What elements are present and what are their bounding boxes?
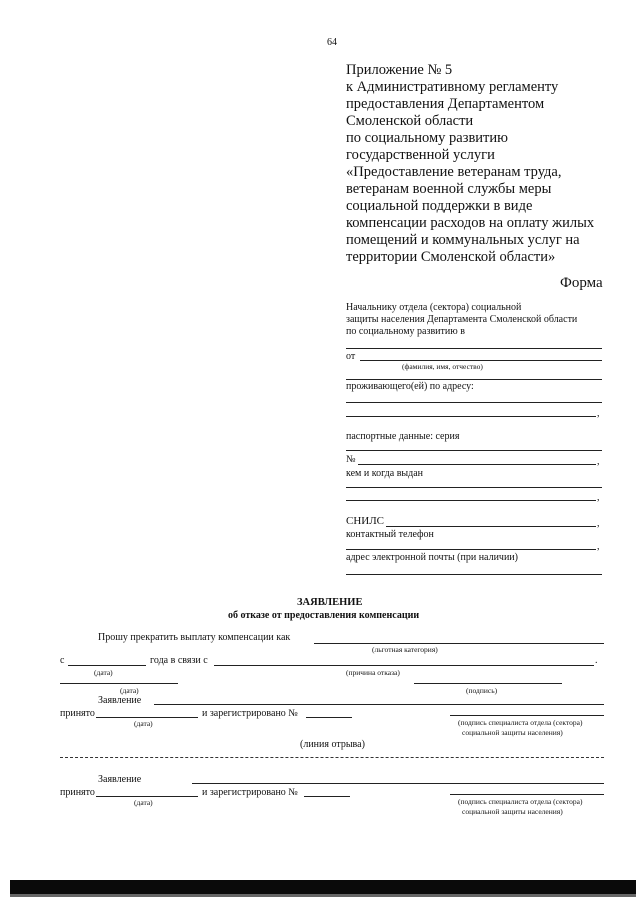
registration-field-line[interactable] (192, 783, 604, 784)
date-hint: (дата) (134, 798, 153, 807)
registration-label: Заявление (98, 774, 142, 785)
passport-number-label: № (346, 454, 356, 465)
registered-label: и зарегистрировано № (202, 708, 298, 719)
registered-label: и зарегистрировано № (202, 787, 298, 798)
appendix-line: «Предоставление ветеранам труда, (346, 164, 562, 180)
specialist-hint: социальной защиты населения) (462, 728, 563, 737)
passport-number-line[interactable] (358, 464, 596, 465)
passport-series-line[interactable] (346, 450, 602, 451)
specialist-hint: (подпись специалиста отдела (сектора) (458, 718, 583, 727)
fio-hint: (фамилия, имя, отчество) (402, 362, 483, 371)
registration-label: Заявление (98, 695, 142, 706)
tear-line (60, 757, 604, 758)
snils-field-line[interactable] (386, 526, 596, 527)
appendix-line: к Административному регламенту (346, 79, 559, 95)
date-hint: (дата) (134, 719, 153, 728)
category-hint: (льготная категория) (372, 645, 438, 654)
specialist-hint: социальной защиты населения) (462, 807, 563, 816)
signature-hint: (подпись) (466, 686, 498, 695)
year-reason-label: года в связи с (150, 655, 208, 666)
date-hint: (дата) (94, 668, 113, 677)
accepted-label: принято (60, 787, 95, 798)
comma: , (597, 456, 600, 467)
appendix-line: Приложение № 5 (346, 62, 453, 78)
accepted-label: принято (60, 708, 95, 719)
comma: , (597, 408, 600, 419)
specialist-signature-line[interactable] (450, 794, 604, 795)
scan-border (10, 880, 636, 894)
comma: , (597, 492, 600, 503)
comma: , (597, 541, 600, 552)
registration-field-line[interactable] (154, 704, 604, 705)
appendix-line: ветеранам военной службы меры (346, 181, 552, 197)
fio-field-line[interactable] (360, 360, 602, 361)
registration-number-line[interactable] (304, 796, 350, 797)
statement-date-line[interactable] (60, 683, 178, 684)
from-c-label: с (60, 655, 65, 666)
from-label: от (346, 351, 356, 362)
issued-field-line-2[interactable] (346, 500, 596, 501)
statement-subtitle: об отказе от предоставления компенсации (228, 610, 420, 621)
appendix-line: компенсации расходов на оплату жилых (346, 215, 595, 231)
appendix-line: по социальному развитию (346, 130, 508, 146)
accepted-date-line[interactable] (96, 717, 198, 718)
issued-field-line-1[interactable] (346, 487, 602, 488)
addressee-line-3: по социальному развитию в (346, 326, 465, 337)
scan-border-shadow (10, 894, 636, 897)
page-number: 64 (327, 37, 337, 48)
email-field-line[interactable] (346, 574, 602, 575)
addressee-line-2: защиты населения Департамента Смоленской области (346, 314, 578, 325)
appendix-line: социальной поддержки в виде (346, 198, 533, 214)
request-text: Прошу прекратить выплату компенсации как (98, 632, 291, 643)
appendix-line: помещений и коммунальных услуг на (346, 232, 580, 248)
issued-label: кем и когда выдан (346, 468, 424, 479)
address-field-line-1[interactable] (346, 402, 602, 403)
registration-number-line[interactable] (306, 717, 352, 718)
specialist-signature-line[interactable] (450, 715, 604, 716)
addressee-line-1: Начальнику отдела (сектора) социальной (346, 302, 522, 313)
statement-title: ЗАЯВЛЕНИЕ (297, 597, 363, 608)
date-from-line[interactable] (68, 665, 146, 666)
date-hint: (дата) (120, 686, 139, 695)
reason-hint: (причина отказа) (346, 668, 400, 677)
category-field-line[interactable] (314, 643, 604, 644)
department-field-line[interactable] (346, 348, 602, 349)
period: . (595, 655, 598, 666)
signature-line[interactable] (414, 683, 562, 684)
phone-label: контактный телефон (346, 529, 434, 540)
appendix-line: территории Смоленской области» (346, 249, 556, 265)
reason-field-line[interactable] (214, 665, 594, 666)
specialist-hint: (подпись специалиста отдела (сектора) (458, 797, 583, 806)
appendix-header (346, 62, 594, 266)
tear-line-label: (линия отрыва) (300, 739, 365, 750)
comma: , (597, 518, 600, 529)
form-label: Форма (560, 275, 603, 291)
address-field-line-2[interactable] (346, 416, 596, 417)
appendix-line: Смоленской области (346, 113, 474, 129)
residing-label: проживающего(ей) по адресу: (346, 381, 474, 392)
phone-field-line[interactable] (346, 549, 596, 550)
appendix-line: предоставления Департаментом (346, 96, 545, 112)
appendix-line: государственной услуги (346, 147, 495, 163)
email-label: адрес электронной почты (при наличии) (346, 552, 518, 563)
passport-label: паспортные данные: серия (346, 431, 460, 442)
fio-field-line-2[interactable] (346, 379, 602, 380)
snils-label: СНИЛС (346, 515, 385, 527)
accepted-date-line[interactable] (96, 796, 198, 797)
